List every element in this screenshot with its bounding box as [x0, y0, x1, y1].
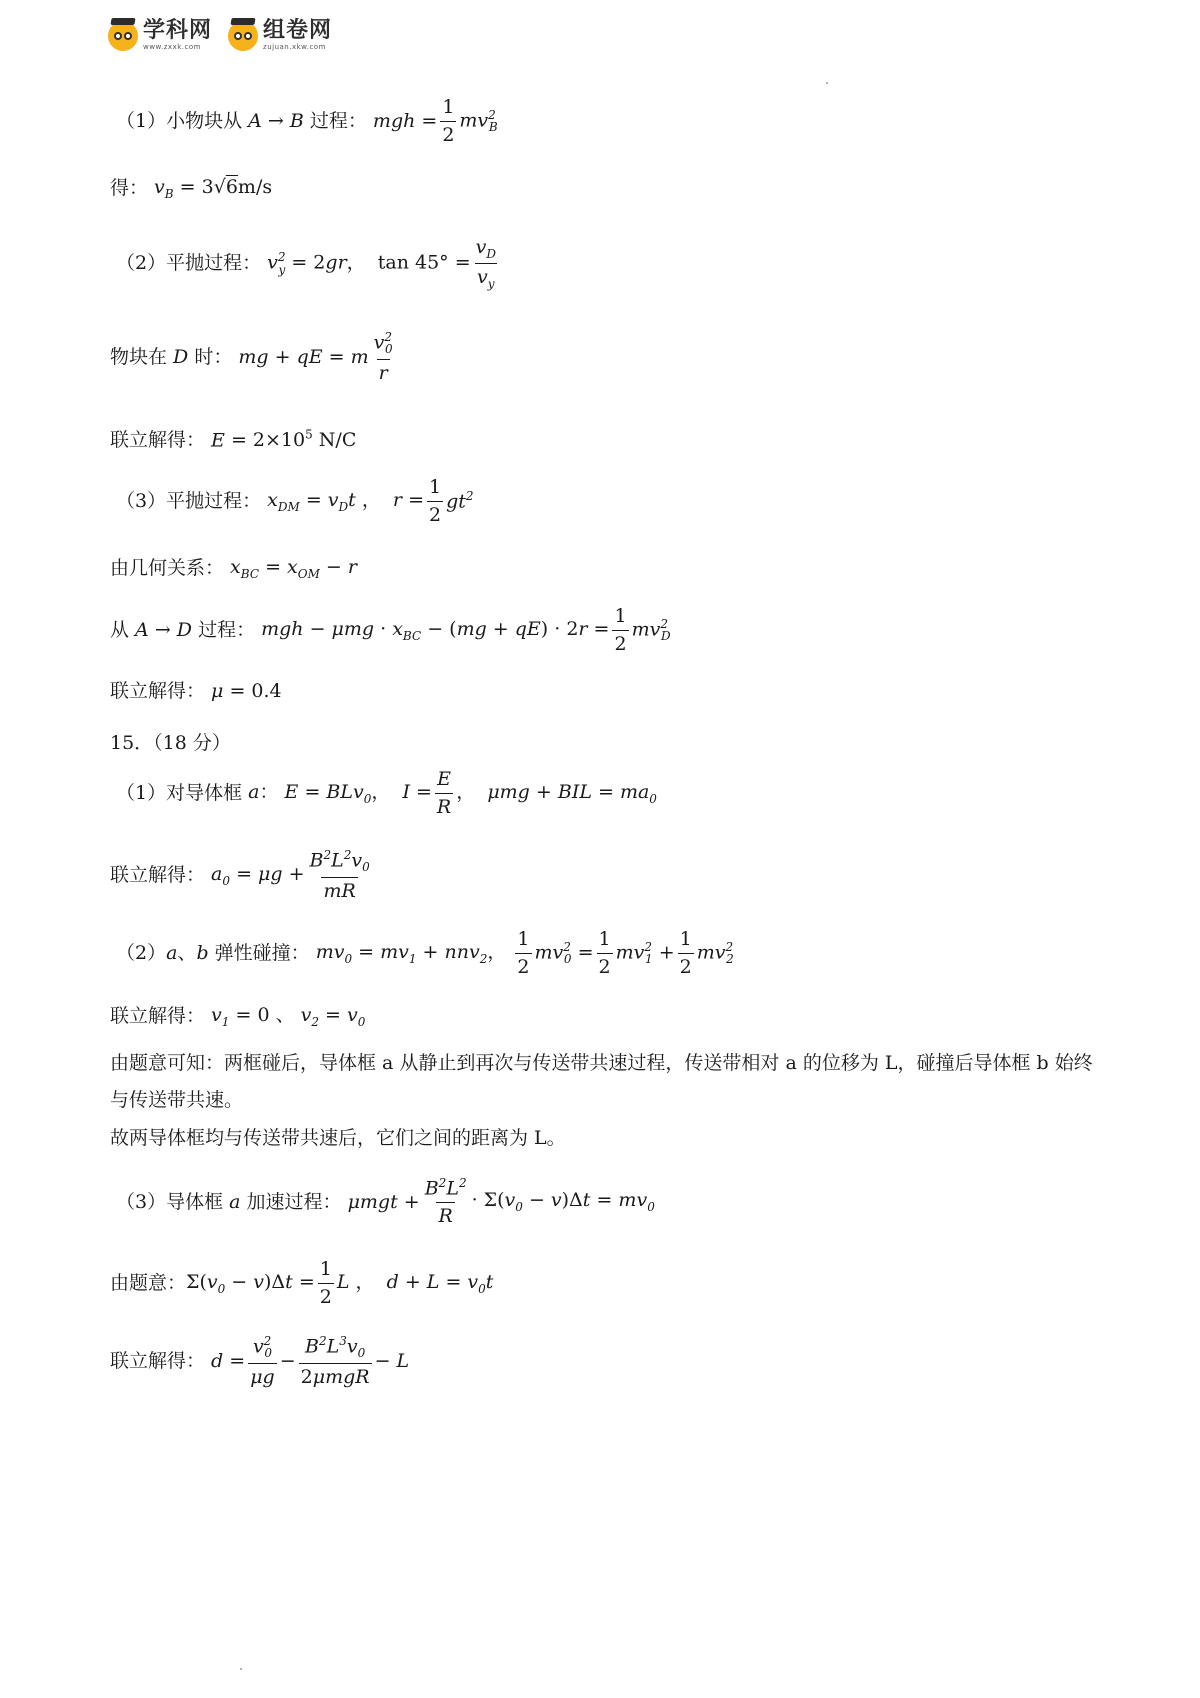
solution-line-12: [116, 928, 734, 979]
equation: $mv^2_2$: [696, 940, 734, 967]
line-label: 由题意：: [110, 1271, 187, 1294]
equation: mgh =: [366, 109, 438, 132]
mascot-icon: [108, 21, 138, 51]
solution-line-11: [110, 848, 375, 902]
equation: $x_{DM} = v_Dt$ ， r =: [261, 488, 424, 514]
line-label: 联立解得：: [110, 1349, 206, 1372]
equation: ， μmg + BIL = $ma_0$: [456, 780, 657, 806]
logo-zxxk-url: www.zxxk.com: [143, 43, 201, 51]
line-label: （2）平抛过程：: [116, 252, 262, 275]
fraction: $\frac{B^2L^2v_0}{mR}$: [309, 848, 370, 902]
fraction: $\frac{1}{2}$: [517, 928, 530, 978]
equation: $x_{BC} = x_{OM} - r$: [224, 556, 357, 581]
logo-zujuan-url: zujuan.xkw.com: [263, 43, 326, 51]
equation: − L: [374, 1349, 410, 1372]
line-label: 联立解得：: [110, 680, 206, 702]
equation: a： E = BLv$_0$， I =: [242, 780, 432, 806]
equation: $a_0 = \mu g$ +: [205, 862, 305, 888]
fraction: $\frac{B^2L^2}{R}$: [424, 1176, 467, 1228]
equation: μ = 0.4: [205, 680, 282, 702]
line-label: 物块在: [110, 345, 168, 368]
explanation-paragraph-2: 故两导体框均与传送带共速后，它们之间的距离为 L。: [110, 1127, 566, 1149]
solution-line-13: [110, 1004, 365, 1029]
line-label: （3）平抛过程：: [116, 489, 262, 512]
equation: A → B: [242, 109, 310, 132]
explanation-paragraph-1: 由题意可知：两框碰后，导体框 a 从静止到再次与传送带共速过程，传送带相对 a 的位移为 L，碰撞后导体框 b 始终与传送带共速。: [110, 1052, 1093, 1111]
equation: a: [223, 1190, 247, 1213]
scan-speck: [240, 1668, 242, 1670]
equation: · $\Sigma(v_0 - v)\Delta t = mv_0$: [471, 1189, 655, 1215]
fraction: $\frac{1}{2}$: [428, 476, 442, 526]
line-label: 加速过程：: [246, 1190, 342, 1213]
mascot-icon: [228, 21, 258, 51]
fraction: $\frac{1}{2}$: [679, 928, 692, 978]
equation: $mv_0 = mv_1 + nnv_2$，: [309, 940, 513, 966]
solution-line-4: [110, 330, 398, 384]
line-label: （3）导体框: [116, 1190, 224, 1213]
header-logos: [108, 20, 332, 51]
fraction: $\frac{v^2_0}{\mu g}$: [250, 1334, 275, 1388]
equation: $\Sigma(v_0 - v)\Delta t$ =: [186, 1270, 315, 1296]
equation: A → D: [129, 618, 199, 641]
solution-line-9: [110, 680, 282, 703]
equation: $mv^2_0$ =: [534, 940, 594, 967]
equation: −: [279, 1349, 296, 1372]
solution-line-10: [116, 768, 657, 819]
equation: mgh − $\mu mg \cdot x_{BC} - (mg + qE) \cdot 2r$ =: [255, 617, 610, 643]
line-label: 时：: [194, 345, 233, 368]
equation: $v^2_y = 2gr$， tan 45° =: [261, 250, 471, 277]
question-15-header: [110, 732, 231, 755]
solution-line-2: [110, 176, 272, 201]
scan-speck: [826, 82, 828, 84]
line-label: 联立解得：: [110, 428, 206, 451]
solution-line-8: [110, 605, 671, 656]
question-label: 15．（18 分）: [110, 732, 231, 754]
fraction: $\frac{1}{2}$: [614, 605, 627, 655]
fraction: $\frac{v_D}{v_y}$: [475, 236, 496, 291]
equation: D: [167, 345, 195, 368]
solution-line-1: [116, 96, 498, 147]
solution-line-6: [116, 476, 474, 527]
solution-line-16: [110, 1334, 409, 1388]
line-label: （1）小物块从: [116, 109, 243, 132]
line-label: 弹性碰撞：: [214, 941, 310, 964]
fraction: $\frac{1}{2}$: [598, 928, 611, 978]
equation: L ， $d + L = v_0t$: [336, 1270, 494, 1296]
equation: $E = 2\times 10^5$ N/C: [205, 428, 357, 452]
solution-line-3: [116, 236, 501, 291]
solution-line-5: [110, 428, 356, 452]
equation: $mv^2_B$: [459, 108, 498, 135]
fraction: $\frac{1}{2}$: [319, 1258, 332, 1308]
logo-zujuan-name: 组卷网: [263, 18, 333, 43]
line-label: 得：: [110, 177, 149, 200]
fraction: $\frac{E}{R}$: [436, 768, 452, 818]
equation: $mv^2_1$ +: [615, 940, 675, 967]
line-label: 过程：: [198, 618, 256, 641]
line-label: 从: [110, 618, 130, 641]
logo-zxxk-name: 学科网: [143, 18, 213, 43]
equation: $v_1 = 0$ 、 $v_2 = v_0$: [205, 1004, 366, 1029]
equation: $gt^2$: [446, 489, 474, 513]
line-label: （2）: [116, 941, 167, 964]
line-label: 联立解得：: [110, 1005, 206, 1028]
logo-zujuan[interactable]: [228, 20, 332, 51]
equation: $v_B = 3√6m/s$: [148, 176, 273, 201]
logo-zxxk[interactable]: [108, 20, 212, 51]
solution-line-15: [110, 1258, 493, 1309]
fraction: $\frac{1}{2}$: [442, 96, 455, 146]
line-label: （1）对导体框: [116, 781, 243, 804]
equation: μmgt +: [341, 1190, 420, 1213]
equation: a、b: [166, 941, 215, 964]
line-label: 过程：: [309, 109, 367, 132]
line-label: 由几何关系：: [110, 557, 225, 580]
fraction: $\frac{v^2_0}{r}$: [373, 330, 393, 384]
equation: $mv^2_D$: [631, 617, 671, 644]
fraction: $\frac{B^2L^3v_0}{\text{2μmgR}}$: [300, 1334, 370, 1388]
line-label: 联立解得：: [110, 863, 206, 886]
solution-line-7: [110, 556, 357, 581]
equation: d =: [205, 1349, 246, 1372]
equation: mg + qE = m: [232, 345, 369, 368]
solution-line-14: [116, 1176, 655, 1228]
